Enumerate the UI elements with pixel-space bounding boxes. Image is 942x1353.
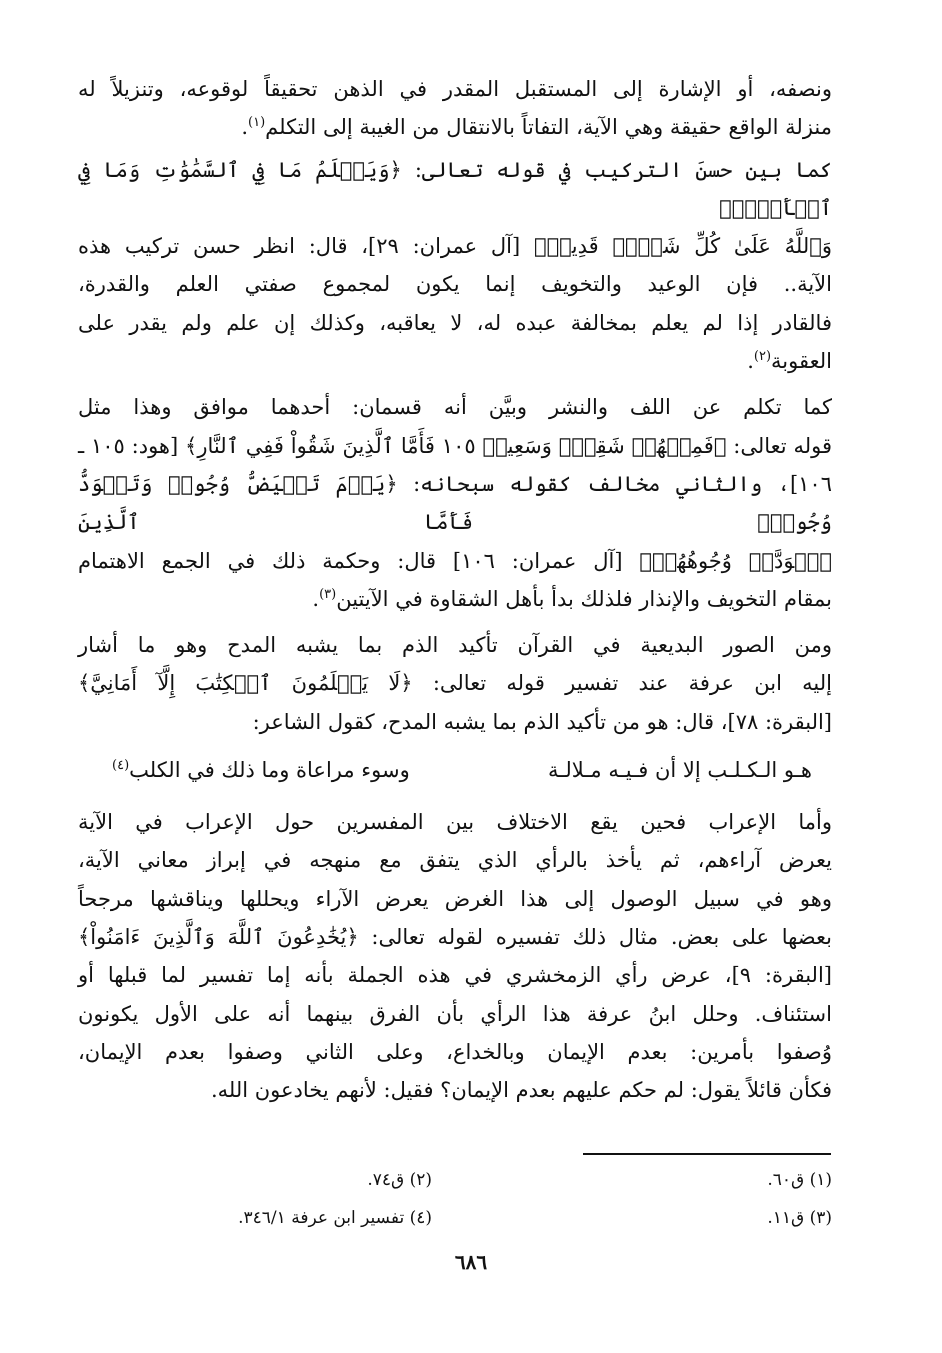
footnote-1: (١) ق٦٠. bbox=[767, 1170, 832, 1190]
text-line: ١٠٦]، والثاني مخالف كقوله سبحانه: ﴿يَوۡمَ تَبۡيَضُّ وُجُوهٞ وَتَسۡوَدُّ وُجُوهٞۚ فَأَمَّا ٱلَّذِينَ bbox=[78, 471, 832, 535]
text-line: كما بين حسنَ التركيب في قوله تعالى: ﴿وَيَعۡلَمُ مَا فِي ٱلسَّمَٰوَٰتِ وَمَا فِي ٱلۡأَرۡضِۗ bbox=[78, 157, 832, 220]
period: . bbox=[312, 586, 320, 611]
text-line: وأما الإعراب فحين يقع الاختلاف بين المفسرين حول الإعراب في الآية bbox=[78, 810, 832, 835]
text-line: بعضها على بعض. مثال ذلك تفسيره لقوله تعالى: ﴿يُخَٰدِعُونَ ٱللَّهَ وَٱلَّذِينَ ءَامَنُواْ﴾ bbox=[78, 924, 832, 949]
text-line: ٱسۡوَدَّتۡ وُجُوهُهُمۡ﴾ [آل عمران: ١٠٦] قال: وحكمة ذلك في الجمع الاهتمام bbox=[78, 548, 832, 573]
footnote-2: (٢) ق٧٤. bbox=[367, 1170, 432, 1190]
text-line: وهو في سبيل الوصول إلى هذا الغرض يعرض الآراء ويحللها ويناقشها مرجحاً bbox=[78, 886, 832, 911]
verse-first-hemistich: هـو الـكـلـب إلا أن فـيـه مـلالـة bbox=[547, 758, 812, 783]
footnote-ref[interactable]: (٤) bbox=[112, 758, 130, 774]
text-line bbox=[78, 342, 832, 380]
text-line: استئناف. وحلل ابنُ عرفة هذا الرأي بأن الفرق بينهما أنه على الأول يكونون bbox=[78, 1001, 832, 1026]
period: . bbox=[747, 349, 754, 374]
text-line: فكأن قائلاً يقول: لم حكم عليهم بعدم الإيمان؟ فقيل: لأنهم يخادعون الله. bbox=[210, 1078, 832, 1103]
text-line: [البقرة: ٧٨]، قال: هو من تأكيد الذم بما يشبه المدح، كقول الشاعر: bbox=[252, 709, 832, 734]
text-line: كما تكلم عن اللف والنشر وبيَّن أنه قسمان: أحدهما موافق وهذا مثل bbox=[78, 395, 832, 420]
text-line: يعرض آراءهم، ثم يأخذ بالرأي الذي يتفق مع منهجه في إبراز معاني الآية، bbox=[78, 848, 832, 873]
paragraph-4 bbox=[78, 626, 832, 741]
poetry-verse bbox=[112, 751, 812, 789]
text-line bbox=[78, 580, 832, 618]
paragraph-1 bbox=[78, 70, 832, 147]
text-segment: بمقام التخويف والإنذار فلذلك بدأ بأهل الشقاوة في الآيتين bbox=[336, 586, 832, 611]
footnote-ref[interactable]: (٣) bbox=[319, 586, 337, 602]
verse-second-hemistich: وسوء مراعاة وما ذلك في الكلب bbox=[129, 758, 410, 783]
footnote-divider bbox=[583, 1153, 831, 1155]
page-body bbox=[78, 70, 832, 1109]
text-line: ومن الصور البديعية في القرآن تأكيد الذم بما يشبه المدح وهو ما أشار bbox=[78, 633, 832, 658]
paragraph-2 bbox=[78, 151, 832, 381]
paragraph-5 bbox=[78, 803, 832, 1109]
text-line: قوله تعالى: ﴿فَمِنۡهُمۡ شَقِيّٞ وَسَعِيدٞ ١٠٥ فَأَمَّا ٱلَّذِينَ شَقُواْ فَفِي ٱلنَّارِ﴾ [هود: ١٠٥ ـ bbox=[78, 433, 832, 458]
text-line: وُصفوا بأمرين: بعدم الإيمان وبالخداع، وعلى الثاني وصفوا بعدم الإيمان، bbox=[78, 1039, 832, 1064]
footnote-4: (٤) تفسير ابن عرفة ٣٤٦/١. bbox=[238, 1208, 432, 1228]
footnote-ref[interactable]: (٢) bbox=[753, 349, 772, 365]
text-line bbox=[78, 108, 832, 146]
footnote-ref[interactable]: (١) bbox=[248, 115, 266, 131]
period: . bbox=[241, 115, 249, 140]
text-line: إليه ابن عرفة عند تفسير قوله تعالى: ﴿لَا يَعۡلَمُونَ ٱلۡكِتَٰبَ إِلَّآ أَمَانِيَّ﴾ bbox=[78, 671, 832, 696]
text-line: ونصفه، أو الإشارة إلى المستقبل المقدر في الذهن تحقيقاً لوقوعه، وتنزيلاً له bbox=[78, 77, 832, 101]
text-line: [البقرة: ٩]، عرض رأي الزمخشري في هذه الجملة بأنه إما تفسير لما قبلها أو bbox=[78, 963, 832, 988]
page-number: ٦٨٦ bbox=[454, 1250, 488, 1274]
text-line: الآية.. فإن الوعيد والتخويف إنما يكون لمجموع صفتي العلم والقدرة، bbox=[78, 272, 832, 297]
verse-second-hemistich-wrap bbox=[112, 751, 410, 789]
text-line: وَٱللَّهُ عَلَىٰ كُلِّ شَيۡءٖ قَدِيرٞ﴾ [آل عمران: ٢٩]، قال: انظر حسن تركيب هذه bbox=[78, 234, 832, 259]
text-segment: منزلة الواقع حقيقة وهي الآية، التفاتاً بالانتقال من الغيبة إلى التكلم bbox=[265, 115, 832, 140]
text-segment: العقوبة bbox=[771, 349, 832, 374]
footnote-3: (٣) ق١١. bbox=[767, 1208, 832, 1228]
paragraph-3 bbox=[78, 388, 832, 618]
text-line: فالقادر إذا لم يعلم بمخالفة عبده له، لا يعاقبه، وكذلك إن علم ولم يقدر على bbox=[78, 310, 832, 335]
